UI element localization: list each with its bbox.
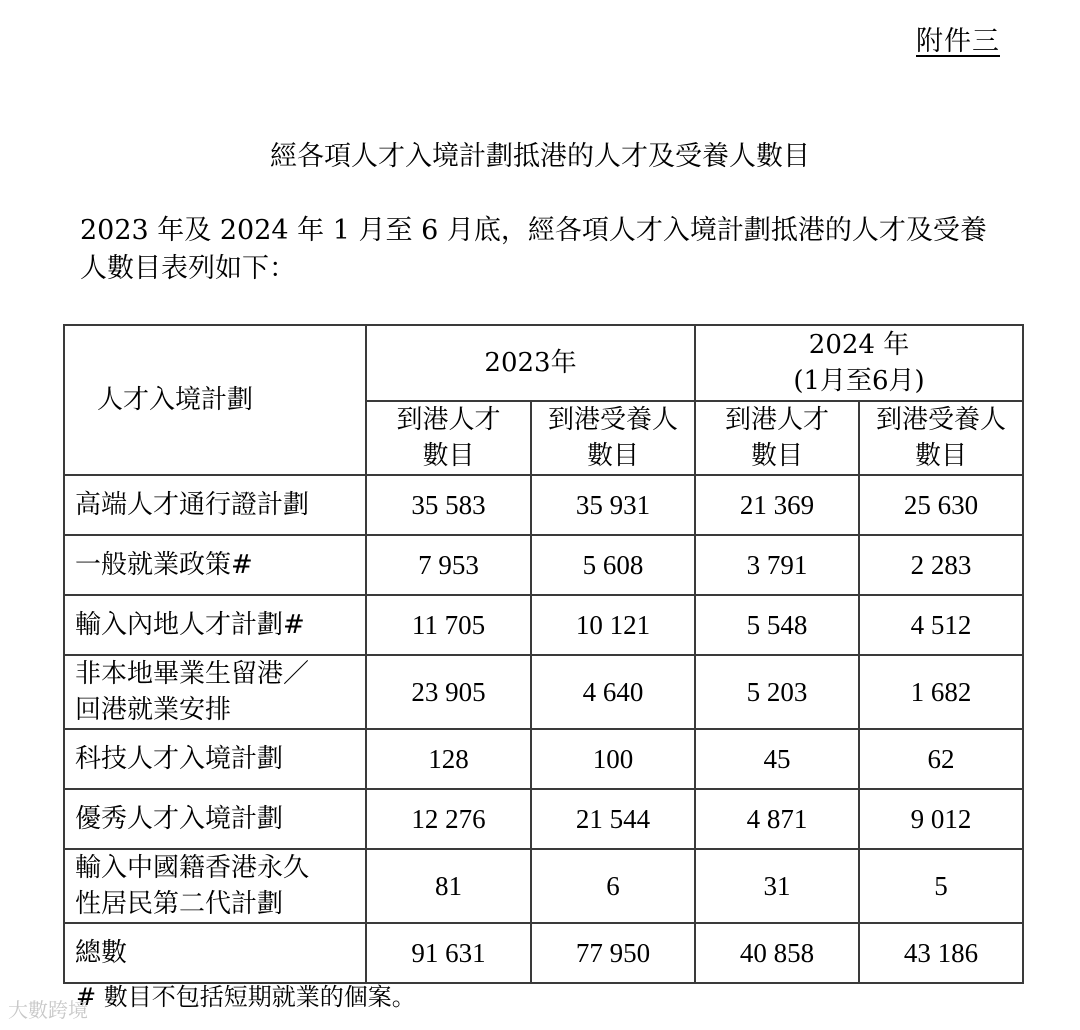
table-row xyxy=(64,655,1023,729)
table-row xyxy=(64,535,1023,595)
scheme-name: 一般就業政策# xyxy=(64,535,366,595)
intro-paragraph xyxy=(80,212,1040,288)
scheme-name xyxy=(64,849,366,923)
total-talent-2023: 91 631 xyxy=(366,923,531,983)
dependant-2024-value: 9 012 xyxy=(859,789,1023,849)
talent-2024-value: 3 791 xyxy=(695,535,859,595)
talent-2023-value: 7 953 xyxy=(366,535,531,595)
header-dependant-2024-line1: 到港受養人 xyxy=(876,405,1007,435)
talent-2024-value: 4 871 xyxy=(695,789,859,849)
dependant-2023-value: 4 640 xyxy=(531,655,695,729)
scheme-name: 高端人才通行證計劃 xyxy=(64,475,366,535)
total-talent-2024: 40 858 xyxy=(695,923,859,983)
dependant-2024-value: 4 512 xyxy=(859,595,1023,655)
dependant-2024-value: 2 283 xyxy=(859,535,1023,595)
header-dependant-2024 xyxy=(859,401,1023,475)
header-year-2023: 2023年 xyxy=(366,325,695,401)
talent-2024-value: 21 369 xyxy=(695,475,859,535)
table-row-total xyxy=(64,923,1023,983)
total-label: 總數 xyxy=(64,923,366,983)
table-row xyxy=(64,849,1023,923)
header-year-2024-line1: 2024 年 xyxy=(808,330,910,360)
header-year-2024-line2: (1月至6月) xyxy=(793,366,925,396)
annex-label: 附件三 xyxy=(916,26,1000,57)
talent-2023-value: 35 583 xyxy=(366,475,531,535)
talent-2023-value: 12 276 xyxy=(366,789,531,849)
dependant-2023-value: 35 931 xyxy=(531,475,695,535)
footnote: # 數目不包括短期就業的個案。 xyxy=(76,983,416,1011)
table-row xyxy=(64,595,1023,655)
header-talent-2024-line1: 到港人才 xyxy=(725,405,830,435)
table-row xyxy=(64,789,1023,849)
header-year-2024 xyxy=(695,325,1023,401)
dependant-2024-value: 62 xyxy=(859,729,1023,789)
table-row xyxy=(64,729,1023,789)
dependant-2023-value: 21 544 xyxy=(531,789,695,849)
dependant-2024-value: 5 xyxy=(859,849,1023,923)
scheme-name-line2: 回港就業安排 xyxy=(75,695,232,725)
total-dependant-2024: 43 186 xyxy=(859,923,1023,983)
header-talent-2023-line1: 到港人才 xyxy=(396,405,501,435)
header-dependant-2023-line1: 到港受養人 xyxy=(548,405,679,435)
talent-2023-value: 128 xyxy=(366,729,531,789)
talent-2023-value: 11 705 xyxy=(366,595,531,655)
scheme-name: 輸入內地人才計劃# xyxy=(64,595,366,655)
header-scheme: 人才入境計劃 xyxy=(64,325,366,475)
dependant-2024-value: 25 630 xyxy=(859,475,1023,535)
talent-arrivals-table xyxy=(63,324,1024,984)
scheme-name-line1: 輸入中國籍香港永久 xyxy=(75,853,310,883)
header-talent-2023-line2: 數目 xyxy=(422,441,475,471)
document-title: 經各項人才入境計劃抵港的人才及受養人數目 xyxy=(270,141,810,172)
dependant-2024-value: 1 682 xyxy=(859,655,1023,729)
table-row xyxy=(64,475,1023,535)
header-dependant-2023 xyxy=(531,401,695,475)
header-dependant-2023-line2: 數目 xyxy=(587,441,640,471)
header-talent-2023 xyxy=(366,401,531,475)
header-talent-2024 xyxy=(695,401,859,475)
dependant-2023-value: 100 xyxy=(531,729,695,789)
total-dependant-2023: 77 950 xyxy=(531,923,695,983)
scheme-name-line1: 非本地畢業生留港／ xyxy=(75,659,310,689)
talent-2024-value: 45 xyxy=(695,729,859,789)
intro-line-1: 2023 年及 2024 年 1 月至 6 月底，經各項人才入境計劃抵港的人才及受養 xyxy=(80,215,987,246)
watermark: 大數跨境 xyxy=(8,998,88,1022)
header-dependant-2024-line2: 數目 xyxy=(915,441,968,471)
dependant-2023-value: 10 121 xyxy=(531,595,695,655)
talent-2023-value: 81 xyxy=(366,849,531,923)
talent-2024-value: 31 xyxy=(695,849,859,923)
dependant-2023-value: 6 xyxy=(531,849,695,923)
talent-2023-value: 23 905 xyxy=(366,655,531,729)
scheme-name: 優秀人才入境計劃 xyxy=(64,789,366,849)
scheme-name: 科技人才入境計劃 xyxy=(64,729,366,789)
talent-2024-value: 5 548 xyxy=(695,595,859,655)
scheme-name xyxy=(64,655,366,729)
intro-line-2: 人數目表列如下： xyxy=(80,253,296,284)
scheme-name-line2: 性居民第二代計劃 xyxy=(75,889,284,919)
dependant-2023-value: 5 608 xyxy=(531,535,695,595)
header-talent-2024-line2: 數目 xyxy=(751,441,804,471)
talent-2024-value: 5 203 xyxy=(695,655,859,729)
